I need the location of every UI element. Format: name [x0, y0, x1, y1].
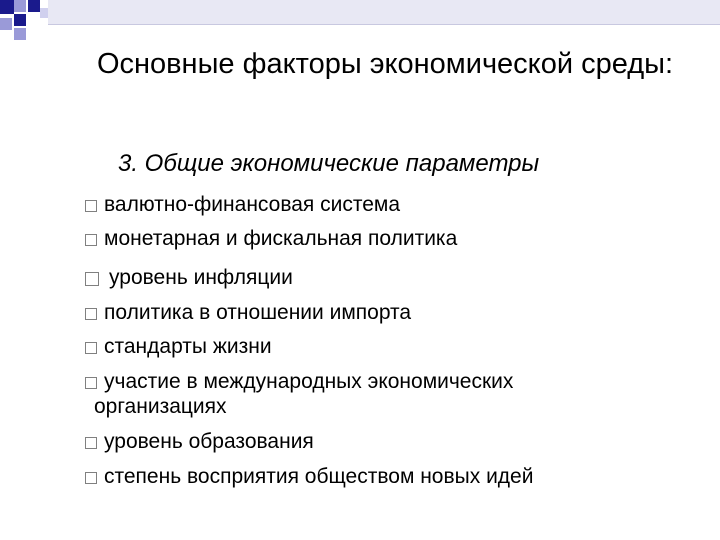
hollow-square-icon — [85, 308, 97, 320]
factor-label — [104, 464, 533, 489]
deco-square-3 — [28, 0, 40, 12]
deco-square-2 — [14, 0, 26, 12]
hollow-square-icon — [85, 377, 97, 389]
deco-square-1 — [0, 0, 14, 14]
factor-label — [94, 369, 514, 419]
factor-label — [109, 265, 293, 290]
deco-square-4 — [14, 14, 26, 26]
factor-label-line: политика в отношении импорта — [104, 301, 412, 324]
hollow-square-icon — [85, 234, 97, 246]
factor-label-line: уровень образования — [104, 430, 314, 453]
factor-label-line: степень восприятия обществом новых идей — [104, 465, 534, 488]
hollow-square-icon — [85, 472, 97, 484]
hollow-square-icon — [85, 272, 99, 286]
factor-label-line: организациях — [94, 395, 227, 418]
slide-title: Основные факторы экономической среды: — [96, 48, 674, 80]
factor-label — [104, 334, 272, 359]
factor-label — [104, 300, 411, 325]
hollow-square-icon — [85, 200, 97, 212]
factor-label-line: уровень инфляции — [109, 266, 293, 289]
deco-square-6 — [14, 28, 26, 40]
factor-label — [104, 429, 314, 454]
factor-label-line: участие в международных экономических — [104, 370, 514, 393]
hollow-square-icon — [85, 342, 97, 354]
deco-bar — [48, 0, 720, 24]
factor-label-line: стандарты жизни — [104, 335, 272, 358]
factor-label-line: валютно-финансовая система — [104, 193, 401, 216]
factor-label-line: монетарная и фискальная политика — [104, 227, 458, 250]
header-decoration — [0, 0, 720, 44]
factor-label — [104, 192, 400, 217]
hollow-square-icon — [85, 437, 97, 449]
deco-square-5 — [0, 18, 12, 30]
deco-line — [48, 24, 720, 25]
slide-subtitle: 3. Общие экономические параметры — [118, 150, 540, 177]
factor-label — [104, 226, 457, 251]
